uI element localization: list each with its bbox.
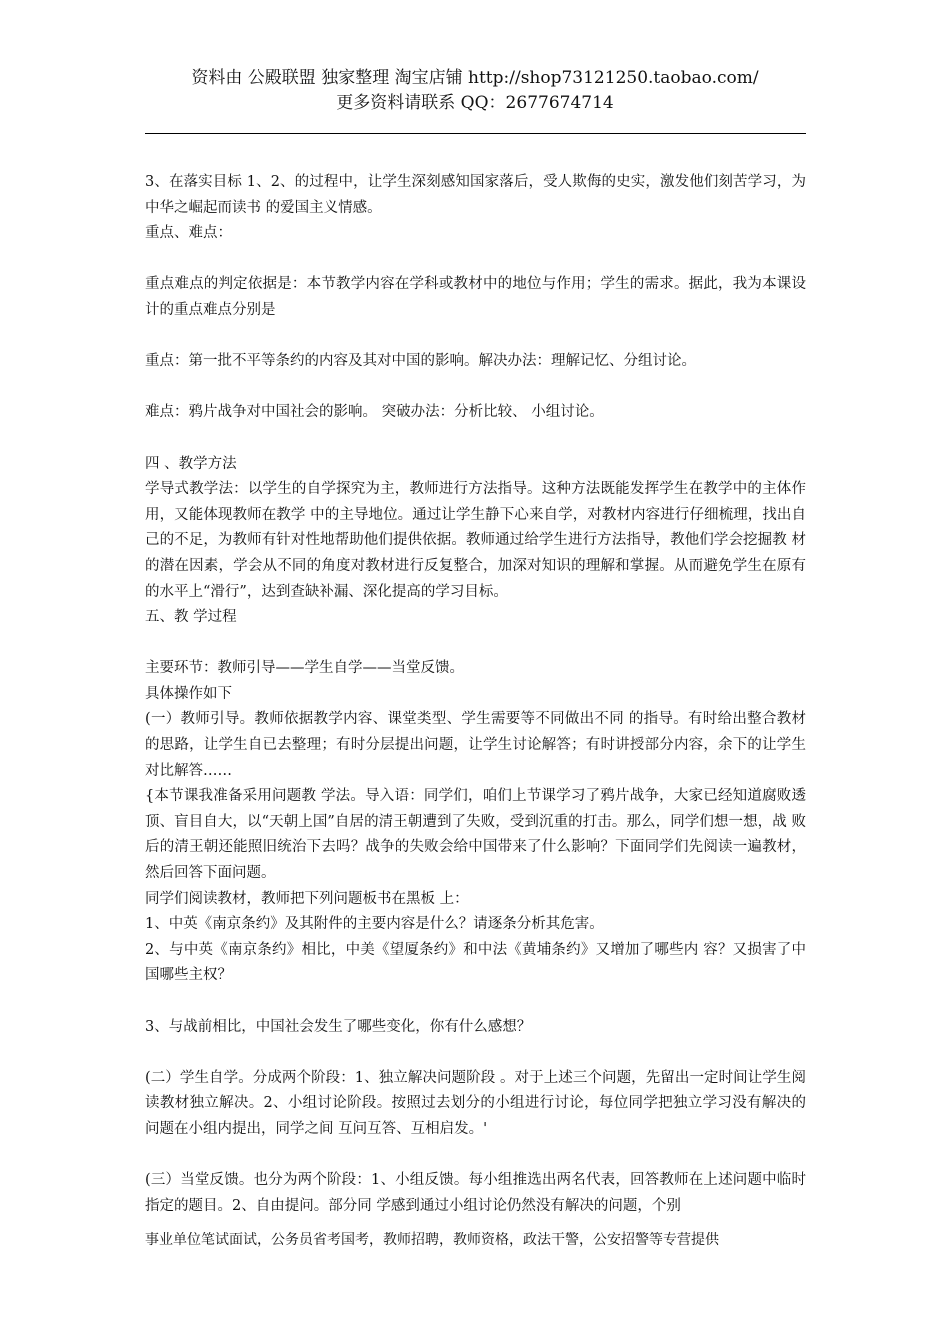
- body-paragraph: 重点难点的判定依据是：本节教学内容在学科或教材中的地位与作用；学生的需求。据此，我为本课设计的重点难点分别是: [145, 276, 806, 318]
- body-paragraph: (一）教师引导。教师依据教学内容、课堂类型、学生需要等不同做出不同 的指导。有时给出整合教材的思路，让学生自已去整理；有时分层提出问题，让学生讨论解答；有时讲授部分内容，余下的让学生对比解答……: [145, 711, 806, 779]
- blank-line: [145, 1040, 806, 1066]
- body-paragraph: 3、在落实目标 1、2、的过程中，让学生深刻感知国家落后，受人欺侮的史实，激发他们刻苦学习，为中华之崛起而读书 的爱国主义情感。: [145, 174, 806, 216]
- document-header: [0, 66, 950, 116]
- header-divider: [145, 133, 806, 134]
- body-paragraph: 学导式教学法：以学生的自学探究为主，教师进行方法指导。这种方法既能发挥学生在教学中的主体作用，又能体现教师在教学 中的主导地位。通过让学生静下心来自学，对教材内容进行仔细梳理，找出自己的不足，为教师有针对性地帮助他们提供依据。教师通过给学生进行方法指导，教他们学会挖掘教 材的潜在因素，学会从不同的角度对教材进行反复整合，加深对知识的理解和掌握。从而避免学生在原有的水平上“滑行”，达到查缺补漏、深化提高的学习目标。: [145, 481, 806, 600]
- body-paragraph: {本节课我准备采用问题教 学法。导入语：同学们，咱们上节课学习了鸦片战争，大家已经知道腐败透顶、盲目自大，以“天朝上国”自居的清王朝遭到了失败，受到沉重的打击。那么，同学们想一想，战 败后的清王朝还能照旧统治下去吗？战争的失败会给中国带来了什么影响？下面同学们先阅读一遍教材，然后回答下面问题。: [145, 788, 806, 882]
- blank-line: [145, 426, 806, 452]
- body-paragraph: 3、与战前相比，中国社会发生了哪些变化，你有什么感想？: [145, 1018, 532, 1035]
- blank-line: [145, 324, 806, 350]
- body-paragraph: 2、与中英《南京条约》相比，中美《望厦条约》和中法《黄埔条约》又增加了哪些内 容？又损害了中国哪些主权？: [145, 941, 806, 984]
- blank-line: [145, 1143, 806, 1169]
- header-line-2: 更多资料请联系 QQ：2677674714: [336, 93, 614, 113]
- header-line-1: 资料由 公殿联盟 独家整理 淘宝店铺 http://shop73121250.taobao.com/: [191, 68, 759, 88]
- document-body: [145, 170, 806, 1219]
- body-paragraph: 四 、教学方法: [145, 455, 237, 472]
- body-paragraph: (二）学生自学。分成两个阶段：1、独立解决问题阶段 。对于上述三个问题，先留出一定时间让学生阅读教材独立解决。2、小组讨论阶段。按照过去划分的小组进行讨论，每位同学把独立学习没有解决的问题在小组内提出，同学之间 互问互答、互相启发。': [145, 1069, 806, 1137]
- body-paragraph: 难点：鸦片战争对中国社会的影响。 突破办法：分析比较、 小组讨论。: [145, 404, 604, 421]
- blank-line: [145, 989, 806, 1015]
- body-paragraph: 1、中英《南京条约》及其附件的主要内容是什么？请逐条分析其危害。: [145, 916, 604, 933]
- body-paragraph: 重点：第一批不平等条约的内容及其对中国的影响。解决办法：理解记忆、分组讨论。: [145, 353, 696, 370]
- body-paragraph: 重点、难点：: [145, 225, 232, 242]
- body-paragraph: (三）当堂反馈。也分为两个阶段：1、小组反馈。每小组推选出两名代表，回答教师在上述问题中临时指定的题目。2、自由提问。部分同 学感到通过小组讨论仍然没有解决的问题，个别: [145, 1172, 806, 1214]
- document-footer: 事业单位笔试面试，公务员省考国考，教师招聘，教师资格，政法干警，公安招警等专营提供: [145, 1232, 719, 1248]
- body-paragraph: 五、教 学过程: [145, 609, 237, 626]
- body-paragraph: 同学们阅读教材，教师把下列问题板书在黑板 上：: [145, 890, 469, 907]
- blank-line: [145, 247, 806, 273]
- body-paragraph: 具体操作如下: [145, 685, 232, 702]
- body-paragraph: 主要环节：教师引导——学生自学——当堂反馈。: [145, 660, 464, 677]
- blank-line: [145, 375, 806, 401]
- blank-line: [145, 631, 806, 657]
